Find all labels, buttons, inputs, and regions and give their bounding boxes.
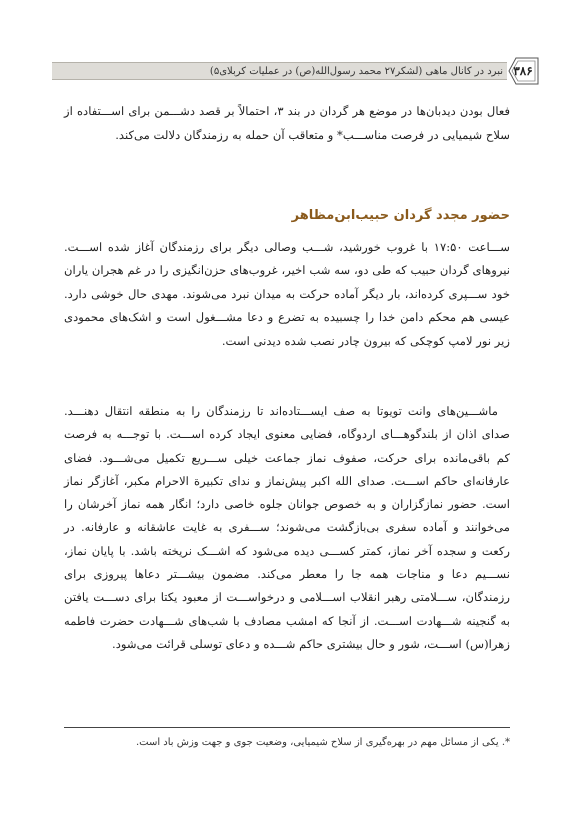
- page-number-badge: [507, 57, 539, 85]
- section-heading: حضور مجدد گردان حبیب‌ابن‌مظاهر: [291, 208, 510, 223]
- paragraph-text: ماشـــین‌های وانت تویوتا به صف ایســـتاده‌اند تا رزمندگان را به منطقه انتقال دهنـــد. صدای اذان از بلندگوهـــای اردوگاه، فضایی معنوی ایجاد کرده اســـت. با توجـــه به فرصت کم باقی‌مانده برای حرکت، صفوف نماز جماعت خیلی ســـریع تکمیل می‌شـــود. فضای عارفانه‌ای حاکم اســـت. صدای الله اکبر پیش‌نماز و ندای تکبیرة الاحرام مکبر، آغازگر نماز است. حضور نمازگزاران و به خصوص جوانان جلوه خاصی دارد؛ انگار همه نماز آخرشان را می‌خوانند و آماده سفری بی‌بازگشت می‌شوند؛ ســـفری به غایت عاشقانه و عارفانه. در رکعت و سجده آخر نماز، کمتر کســـی دیده می‌شود که اشـــک نریخته باشد. با پایان نماز، نســـیم دعا و مناجات همه جا را معطر می‌کند. مضمون بیشـــتر دعاها پیروزی برای رزمندگان، ســـلامتی رهبر انقلاب اســـلامی و درخواســـت از معبود یکتا برای دســـت یافتن به گنجینه شـــهادت اســـت. از آنجا که امشب مصادف با شب‌های شـــهادت حضرت فاطمه زهرا(س) اســـت، شور و حال بیشتری حاکم شـــده و دعای توسلی قرائت می‌شود.: [64, 404, 510, 651]
- running-title: نبرد در کانال ماهی (لشکر۲۷ محمد رسول‌الله(ص) در عملیات کربلای۵): [52, 62, 507, 80]
- paragraph-text: فعال بودن دیدبان‌ها در موضع هر گردان در بند ۳، احتمالاً بر قصد دشـــمن برای اســـتفاده از سلاح شیمیایی در فرصت مناســـب* و متعاقب آن حمله به رزمندگان دلالت می‌کند.: [64, 104, 511, 142]
- footnote-divider: [64, 727, 510, 728]
- page-number: ۳۸۶: [513, 64, 533, 78]
- footnote: *. یکی از مسائل مهم در بهره‌گیری از سلاح شیمیایی، وضعیت جوی و جهت وزش باد است.: [135, 737, 510, 748]
- paragraph-text: ســـاعت ۱۷:۵۰ با غروب خورشید، شـــب وصالی دیگر برای رزمندگان آغاز شده اســـت. نیروهای گردان حبیب که طی دو، سه شب اخیر، غروب‌های حزن‌انگیزی را در غم هجران یاران خود ســـپری کرده‌اند، بار دیگر آماده حرکت به میدان نبرد می‌شوند. مهدی حال خوشی دارد. عیسی هم محکم دامن خدا را چسبیده به تضرع و دعا مشـــغول است و اشک‌های محمودی زیر نور لامپ کوچکی که بیرون چادر نصب شده دیدنی است.: [64, 240, 510, 348]
- running-header: [52, 56, 542, 86]
- paragraph-intro: [64, 100, 510, 147]
- paragraph-2: [64, 400, 510, 656]
- paragraph-1: [64, 236, 510, 353]
